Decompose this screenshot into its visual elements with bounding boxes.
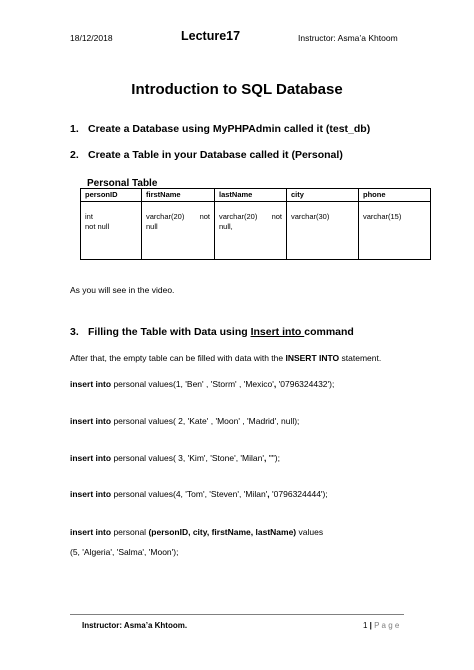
step-number: 3. bbox=[70, 326, 79, 338]
insert-into-link[interactable]: Insert into bbox=[250, 326, 305, 338]
column-header: personID bbox=[81, 189, 142, 202]
table-cell: varchar(20) not null bbox=[142, 202, 215, 260]
document-title: Introduction to SQL Database bbox=[131, 81, 343, 98]
column-header: firstName bbox=[142, 189, 215, 202]
sql-statement-4: insert into personal values(4, 'Tom', 'Steven', 'Milan', '0796324444'); bbox=[70, 489, 328, 499]
step-text: Create a Table in your Database called it (Personal) bbox=[88, 149, 343, 161]
step-2 bbox=[70, 149, 343, 161]
column-header: lastName bbox=[215, 189, 287, 202]
video-note: As you will see in the video. bbox=[70, 285, 175, 295]
table-header-row bbox=[81, 189, 431, 202]
intro-paragraph: After that, the empty table can be filled with data with the INSERT INTO statement. bbox=[70, 353, 382, 363]
table-cell: varchar(20) not null, bbox=[215, 202, 287, 260]
footer-page-number: 1 | P a g e bbox=[363, 621, 400, 630]
sql-statement-5-values: (5, 'Algeria', 'Salma', 'Moon'); bbox=[70, 547, 179, 557]
step-text: Filling the Table with Data using bbox=[88, 326, 251, 338]
step-number: 1. bbox=[70, 123, 79, 135]
header-date: 18/12/2018 bbox=[70, 33, 113, 43]
column-header: city bbox=[287, 189, 359, 202]
sql-statement-5: insert into personal (personID, city, firstName, lastName) values bbox=[70, 527, 324, 537]
column-header: phone bbox=[359, 189, 431, 202]
table-caption: Personal Table bbox=[87, 178, 158, 189]
sql-statement-1: insert into personal values(1, 'Ben' , 'Storm' , 'Mexico', '0796324432'); bbox=[70, 379, 335, 389]
table-row bbox=[81, 202, 431, 260]
header-instructor: Instructor: Asma’a Khtoom bbox=[298, 33, 398, 43]
step-text-end: command bbox=[304, 326, 354, 338]
step-1 bbox=[70, 123, 370, 135]
table-cell: varchar(15) bbox=[359, 202, 431, 260]
footer-divider bbox=[70, 614, 404, 615]
sql-statement-2: insert into personal values( 2, 'Kate' , 'Moon' , 'Madrid', null); bbox=[70, 416, 300, 426]
table-cell: varchar(30) bbox=[287, 202, 359, 260]
footer-instructor: Instructor: Asma’a Khtoom. bbox=[82, 621, 188, 630]
table-cell: int not null bbox=[81, 202, 142, 260]
step-3 bbox=[70, 326, 354, 338]
header-title: Lecture17 bbox=[181, 29, 241, 43]
personal-table bbox=[80, 188, 431, 260]
step-text: Create a Database using MyPHPAdmin called it (test_db) bbox=[88, 123, 371, 135]
step-number: 2. bbox=[70, 149, 79, 161]
sql-statement-3: insert into personal values( 3, 'Kim', 'Stone', 'Milan', ""); bbox=[70, 453, 280, 463]
